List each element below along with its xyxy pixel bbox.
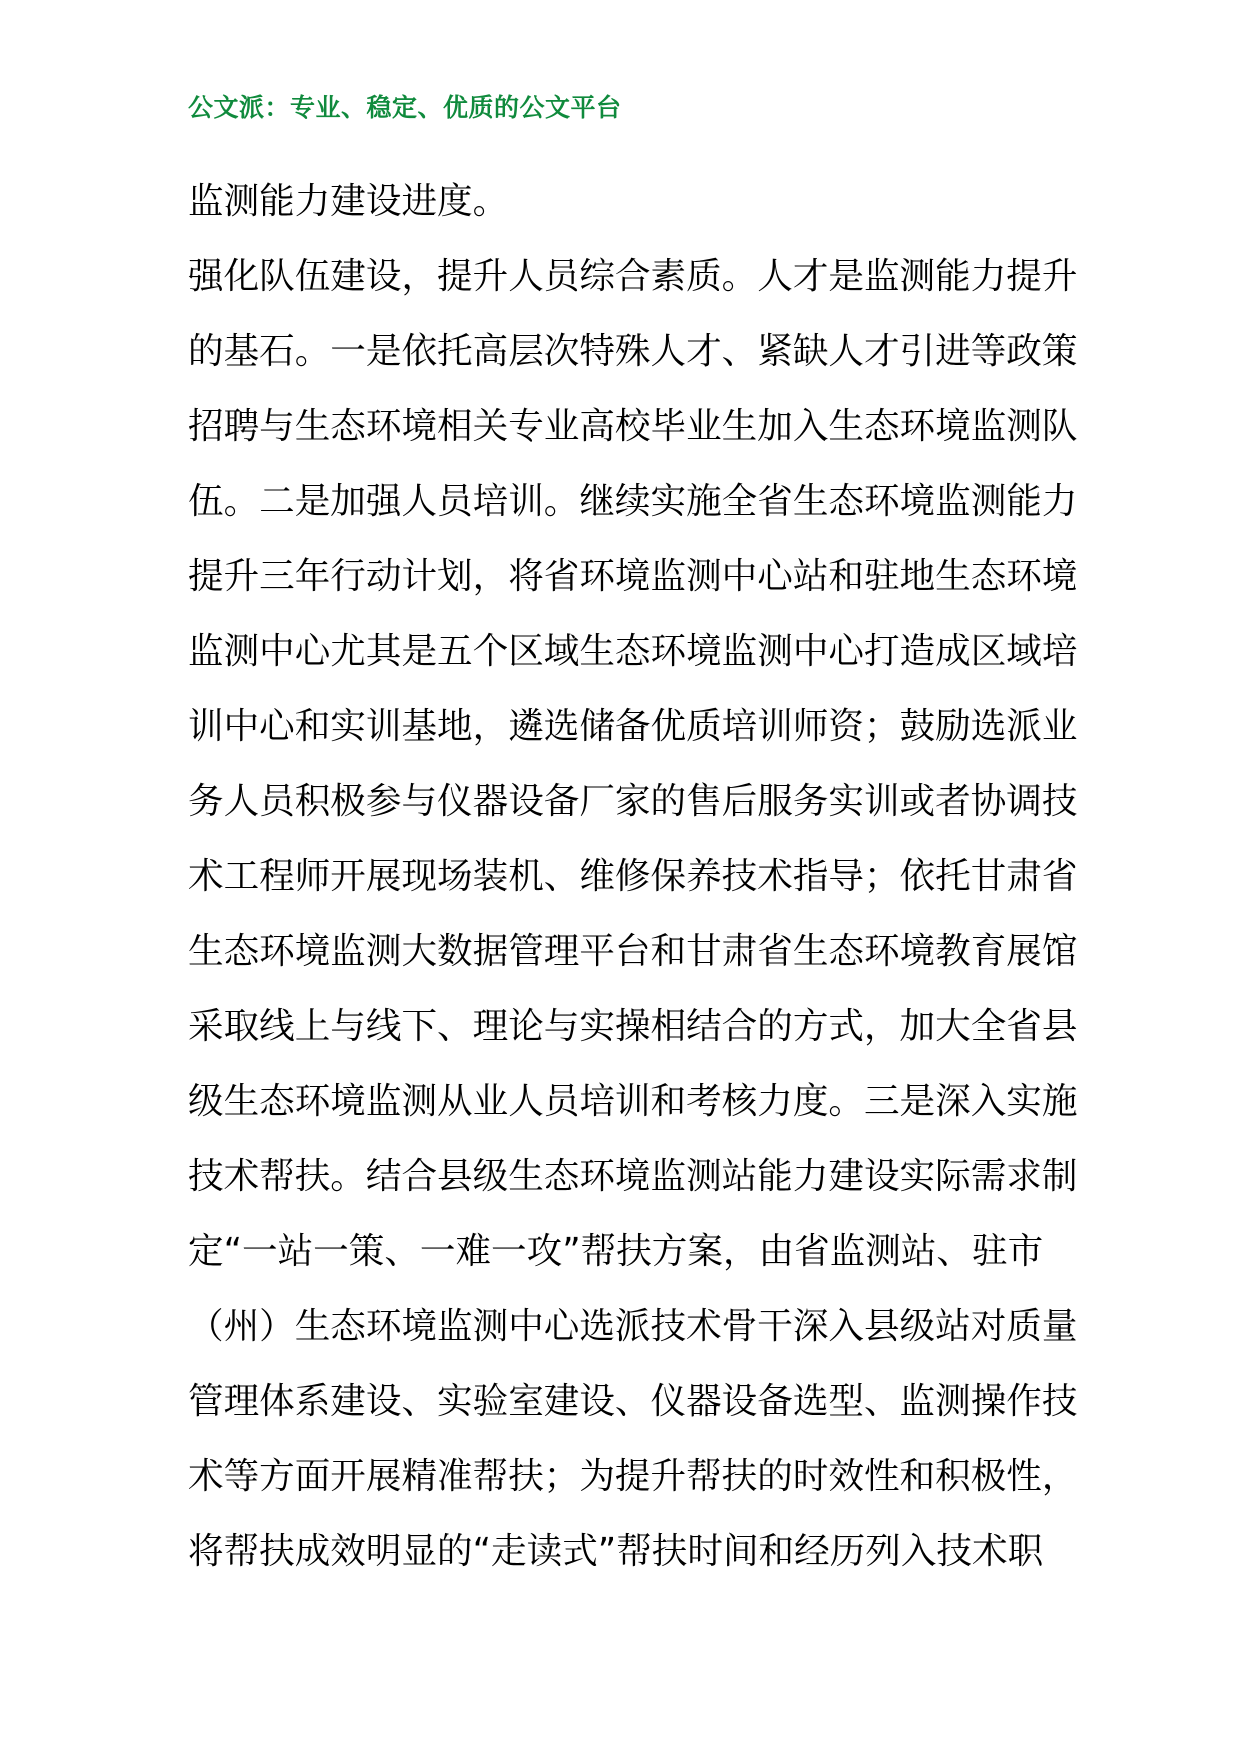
text-line: 生态环境监测大数据管理平台和甘肃省生态环境教育展馆 — [188, 931, 1078, 972]
text-line: 术等方面开展精准帮扶；为提升帮扶的时效性和积极性， — [188, 1456, 1078, 1497]
text-line: 术工程师开展现场装机、维修保养技术指导；依托甘肃省 — [188, 856, 1078, 897]
text-line: 的基石。一是依托高层次特殊人才、紧缺人才引进等政策 — [188, 331, 1078, 372]
text-line: 级生态环境监测从业人员培训和考核力度。三是深入实施 — [188, 1081, 1078, 1122]
text-line: （州）生态环境监测中心选派技术骨干深入县级站对质量 — [188, 1306, 1078, 1347]
text-line: 伍。二是加强人员培训。继续实施全省生态环境监测能力 — [188, 481, 1078, 522]
text-line: 采取线上与线下、理论与实操相结合的方式，加大全省县 — [188, 1006, 1078, 1047]
text-line: 强化队伍建设，提升人员综合素质。人才是监测能力提升 — [188, 256, 1078, 297]
text-line: 监测能力建设进度。 — [188, 181, 509, 222]
document-body — [188, 164, 1078, 1589]
text-line: 定“一站一策、一难一攻”帮扶方案，由省监测站、驻市 — [188, 1231, 1044, 1272]
text-line: 务人员积极参与仪器设备厂家的售后服务实训或者协调技 — [188, 781, 1078, 822]
header-watermark: 公文派：专业、稳定、优质的公文平台 — [188, 93, 622, 122]
text-line: 技术帮扶。结合县级生态环境监测站能力建设实际需求制 — [188, 1156, 1078, 1197]
text-line: 管理体系建设、实验室建设、仪器设备选型、监测操作技 — [188, 1381, 1078, 1422]
text-line: 训中心和实训基地，遴选储备优质培训师资；鼓励选派业 — [188, 706, 1078, 747]
text-line: 将帮扶成效明显的“走读式”帮扶时间和经历列入技术职 — [188, 1531, 1044, 1572]
text-line: 招聘与生态环境相关专业高校毕业生加入生态环境监测队 — [188, 406, 1078, 447]
text-line: 提升三年行动计划，将省环境监测中心站和驻地生态环境 — [188, 556, 1078, 597]
text-line: 监测中心尤其是五个区域生态环境监测中心打造成区域培 — [188, 631, 1078, 672]
